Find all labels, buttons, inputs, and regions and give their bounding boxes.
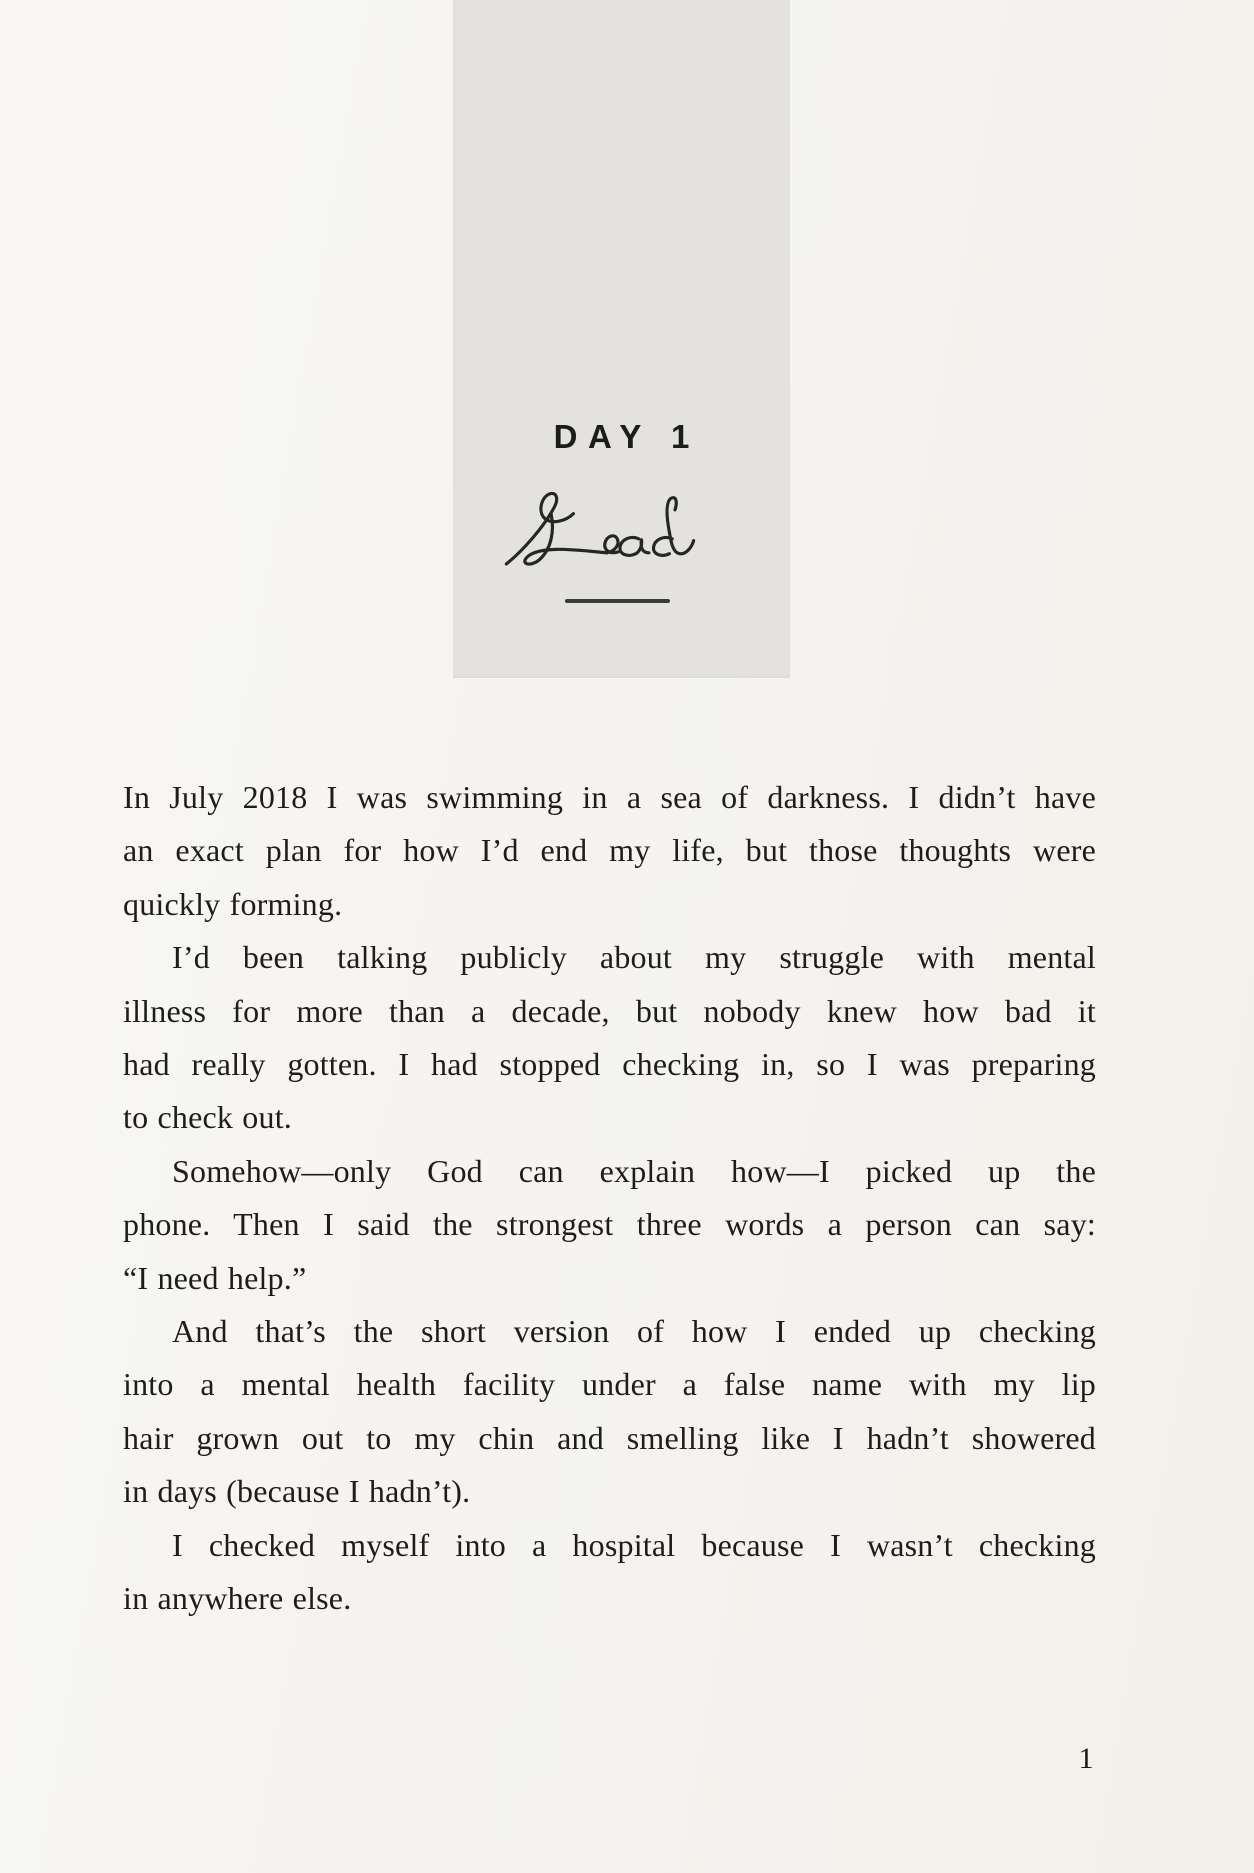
body-line: in anywhere else. [123, 1580, 352, 1617]
body-line: illness for more than a decade, but nobody knew how bad it [123, 992, 1096, 1029]
body-line: I checked myself into a hospital because I wasn’t checking [172, 1526, 1096, 1563]
body-line: into a mental health facility under a false name with my lip [123, 1366, 1096, 1403]
body-line: In July 2018 I was swimming in a sea of darkness. I didn’t have [123, 779, 1096, 815]
chapter-day-title: DAY 1 [553, 418, 700, 455]
handwritten-read-script [497, 488, 702, 584]
body-text [123, 771, 1096, 1626]
body-line: And that’s the short version of how I ended up checking [172, 1313, 1096, 1350]
banner-divider-rule [565, 599, 670, 603]
read-script-icon [497, 488, 702, 584]
body-line: quickly forming. [123, 885, 343, 922]
body-line: phone. Then I said the strongest three words a person can say: [123, 1206, 1096, 1243]
body-line: in days (because I hadn’t). [123, 1473, 471, 1510]
body-line: Somehow—only God can explain how—I picked up the [172, 1152, 1096, 1189]
body-line: an exact plan for how I’d end my life, but those thoughts were [123, 832, 1096, 869]
chapter-banner [453, 0, 790, 678]
body-line: to check out. [123, 1099, 292, 1136]
body-line: I’d been talking publicly about my struggle with mental [172, 939, 1096, 976]
body-line: hair grown out to my chin and smelling like I hadn’t showered [123, 1419, 1096, 1456]
body-line: “I need help.” [123, 1259, 307, 1296]
page-number: 1 [1078, 1742, 1094, 1775]
body-line: had really gotten. I had stopped checking in, so I was preparing [123, 1046, 1096, 1083]
